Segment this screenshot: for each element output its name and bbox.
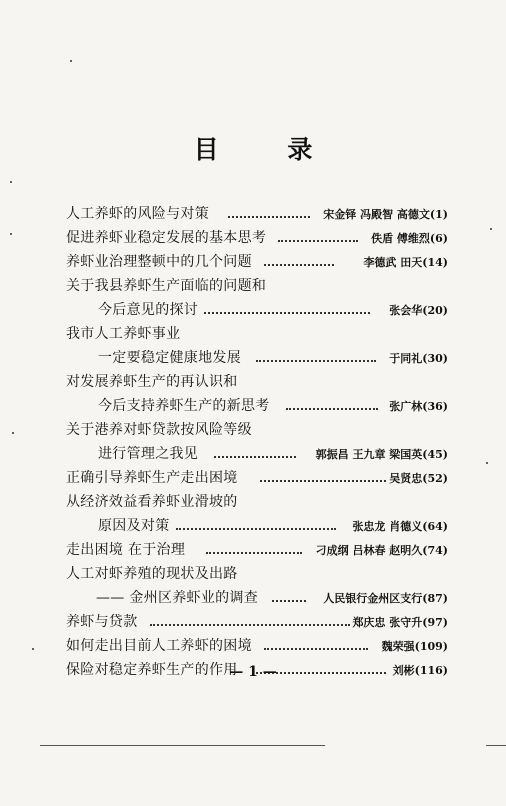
entry-author-page (352, 518, 448, 536)
toc-entry (0, 372, 506, 396)
entry-page: (97) (422, 616, 448, 629)
dot-leader (228, 216, 310, 218)
entry-title: 养虾业治理整顿中的几个问题 (66, 254, 252, 270)
entry-title: 关于我县养虾生产面临的问题和 (66, 278, 267, 294)
entry-author: 张广林 (389, 400, 423, 413)
toc-entry (0, 516, 506, 540)
entry-title: 正确引导养虾生产走出困境 (66, 470, 238, 486)
entry-page: (1) (429, 208, 448, 221)
scan-speck (10, 233, 12, 235)
bottom-rule (40, 745, 325, 746)
entry-author: 刁成纲 吕林春 赵明久 (315, 544, 423, 557)
scan-speck (70, 60, 72, 62)
scan-speck (12, 432, 14, 434)
entry-author-page (323, 590, 448, 608)
entry-page: (116) (414, 664, 448, 677)
dot-leader (264, 264, 334, 266)
entry-author-page (323, 206, 448, 224)
toc-entry (0, 276, 506, 300)
toc-entry (0, 468, 506, 492)
entry-author-page (389, 350, 448, 368)
entry-author: 魏荣强 (381, 640, 415, 653)
entry-title: 促进养虾业稳定发展的基本思考 (66, 230, 267, 246)
entry-author-page (316, 446, 448, 464)
entry-page: (45) (422, 448, 448, 461)
entry-author-page (389, 398, 448, 416)
entry-title: 今后意见的探讨 (98, 302, 199, 318)
entry-page: (20) (422, 304, 448, 317)
scan-speck (10, 181, 12, 183)
scan-speck (486, 462, 488, 464)
entry-author: 李德武 田天 (363, 256, 423, 269)
dot-leader (264, 648, 368, 650)
dot-leader (286, 408, 378, 410)
entry-page: (14) (422, 256, 448, 269)
toc-entry (0, 252, 506, 276)
entry-page: (74) (422, 544, 448, 557)
page-number: — 1 — (229, 664, 277, 680)
entry-author: 郭振昌 王九章 梁国英 (315, 448, 423, 461)
entry-author: 郑庆忠 张守升 (352, 616, 423, 629)
entry-author: 张会华 (389, 304, 423, 317)
entry-title: 保险对稳定养虾生产的作用 (66, 662, 238, 678)
page-title: 目 录 (193, 135, 343, 164)
entry-author-page (363, 254, 448, 272)
dot-leader (260, 480, 386, 482)
toc-entry (0, 588, 506, 612)
toc-entry (0, 204, 506, 228)
toc-entry (0, 420, 506, 444)
entry-author: 宋金铎 冯殿智 高德文 (323, 208, 430, 221)
toc-entry (0, 492, 506, 516)
toc-entry (0, 636, 506, 660)
entry-page: (36) (422, 400, 448, 413)
dot-leader (214, 456, 296, 458)
toc-entry (0, 564, 506, 588)
dot-leader (204, 312, 370, 314)
entry-title: 人工对虾养殖的现状及出路 (66, 566, 238, 582)
bottom-rule-right (486, 745, 506, 746)
entry-page: (6) (429, 232, 448, 245)
toc-entry (0, 324, 506, 348)
scan-speck (32, 648, 34, 650)
entry-title: 人工养虾的风险与对策 (66, 206, 209, 222)
entry-author: 张忠龙 肖德义 (352, 520, 423, 533)
entry-author: 吴贤忠 (389, 472, 423, 485)
entry-title: 对发展养虾生产的再认识和 (66, 374, 238, 390)
toc-entry (0, 396, 506, 420)
entry-title: 养虾与贷款 (66, 614, 138, 630)
entry-author-page (352, 614, 448, 632)
dot-leader (176, 528, 336, 530)
toc-entry (0, 444, 506, 468)
entry-title: 一定要稳定健康地发展 (98, 350, 241, 366)
entry-title: —— 金州区养虾业的调查 (96, 590, 259, 606)
entry-page: (87) (422, 592, 448, 605)
scan-speck (490, 228, 492, 230)
entry-author-page (382, 638, 448, 656)
toc-entry (0, 612, 506, 636)
toc-entry (0, 348, 506, 372)
entry-author: 刘彬 (392, 664, 415, 677)
entry-title: 进行管理之我见 (98, 446, 199, 462)
entry-author: 佚盾 傅维烈 (371, 232, 430, 245)
dot-leader (206, 552, 302, 554)
entry-author-page (371, 230, 448, 248)
entry-author-page (389, 302, 448, 320)
toc-entry (0, 300, 506, 324)
entry-title: 今后支持养虾生产的新思考 (98, 398, 270, 414)
entry-page: (109) (414, 640, 448, 653)
entry-page: (52) (422, 472, 448, 485)
entry-title: 如何走出目前人工养虾的困境 (66, 638, 252, 654)
entry-title: 从经济效益看养虾业滑坡的 (66, 494, 238, 510)
dot-leader (278, 240, 358, 242)
entry-title: 原因及对策 (98, 518, 170, 534)
entry-title: 走出困境 在于治理 (66, 542, 186, 558)
entry-author-page (389, 470, 448, 488)
dot-leader (150, 624, 350, 626)
entry-page: (30) (422, 352, 448, 365)
entry-title: 我市人工养虾事业 (66, 326, 181, 342)
entry-page: (64) (422, 520, 448, 533)
dot-leader (256, 360, 376, 362)
toc-entry (0, 540, 506, 564)
entry-author: 人民银行金州区支行 (323, 592, 423, 605)
entry-author-page (316, 542, 448, 560)
entry-author: 于同礼 (389, 352, 423, 365)
entry-title: 关于港养对虾贷款按风险等级 (66, 422, 252, 438)
dot-leader (272, 600, 306, 602)
toc-entry (0, 228, 506, 252)
